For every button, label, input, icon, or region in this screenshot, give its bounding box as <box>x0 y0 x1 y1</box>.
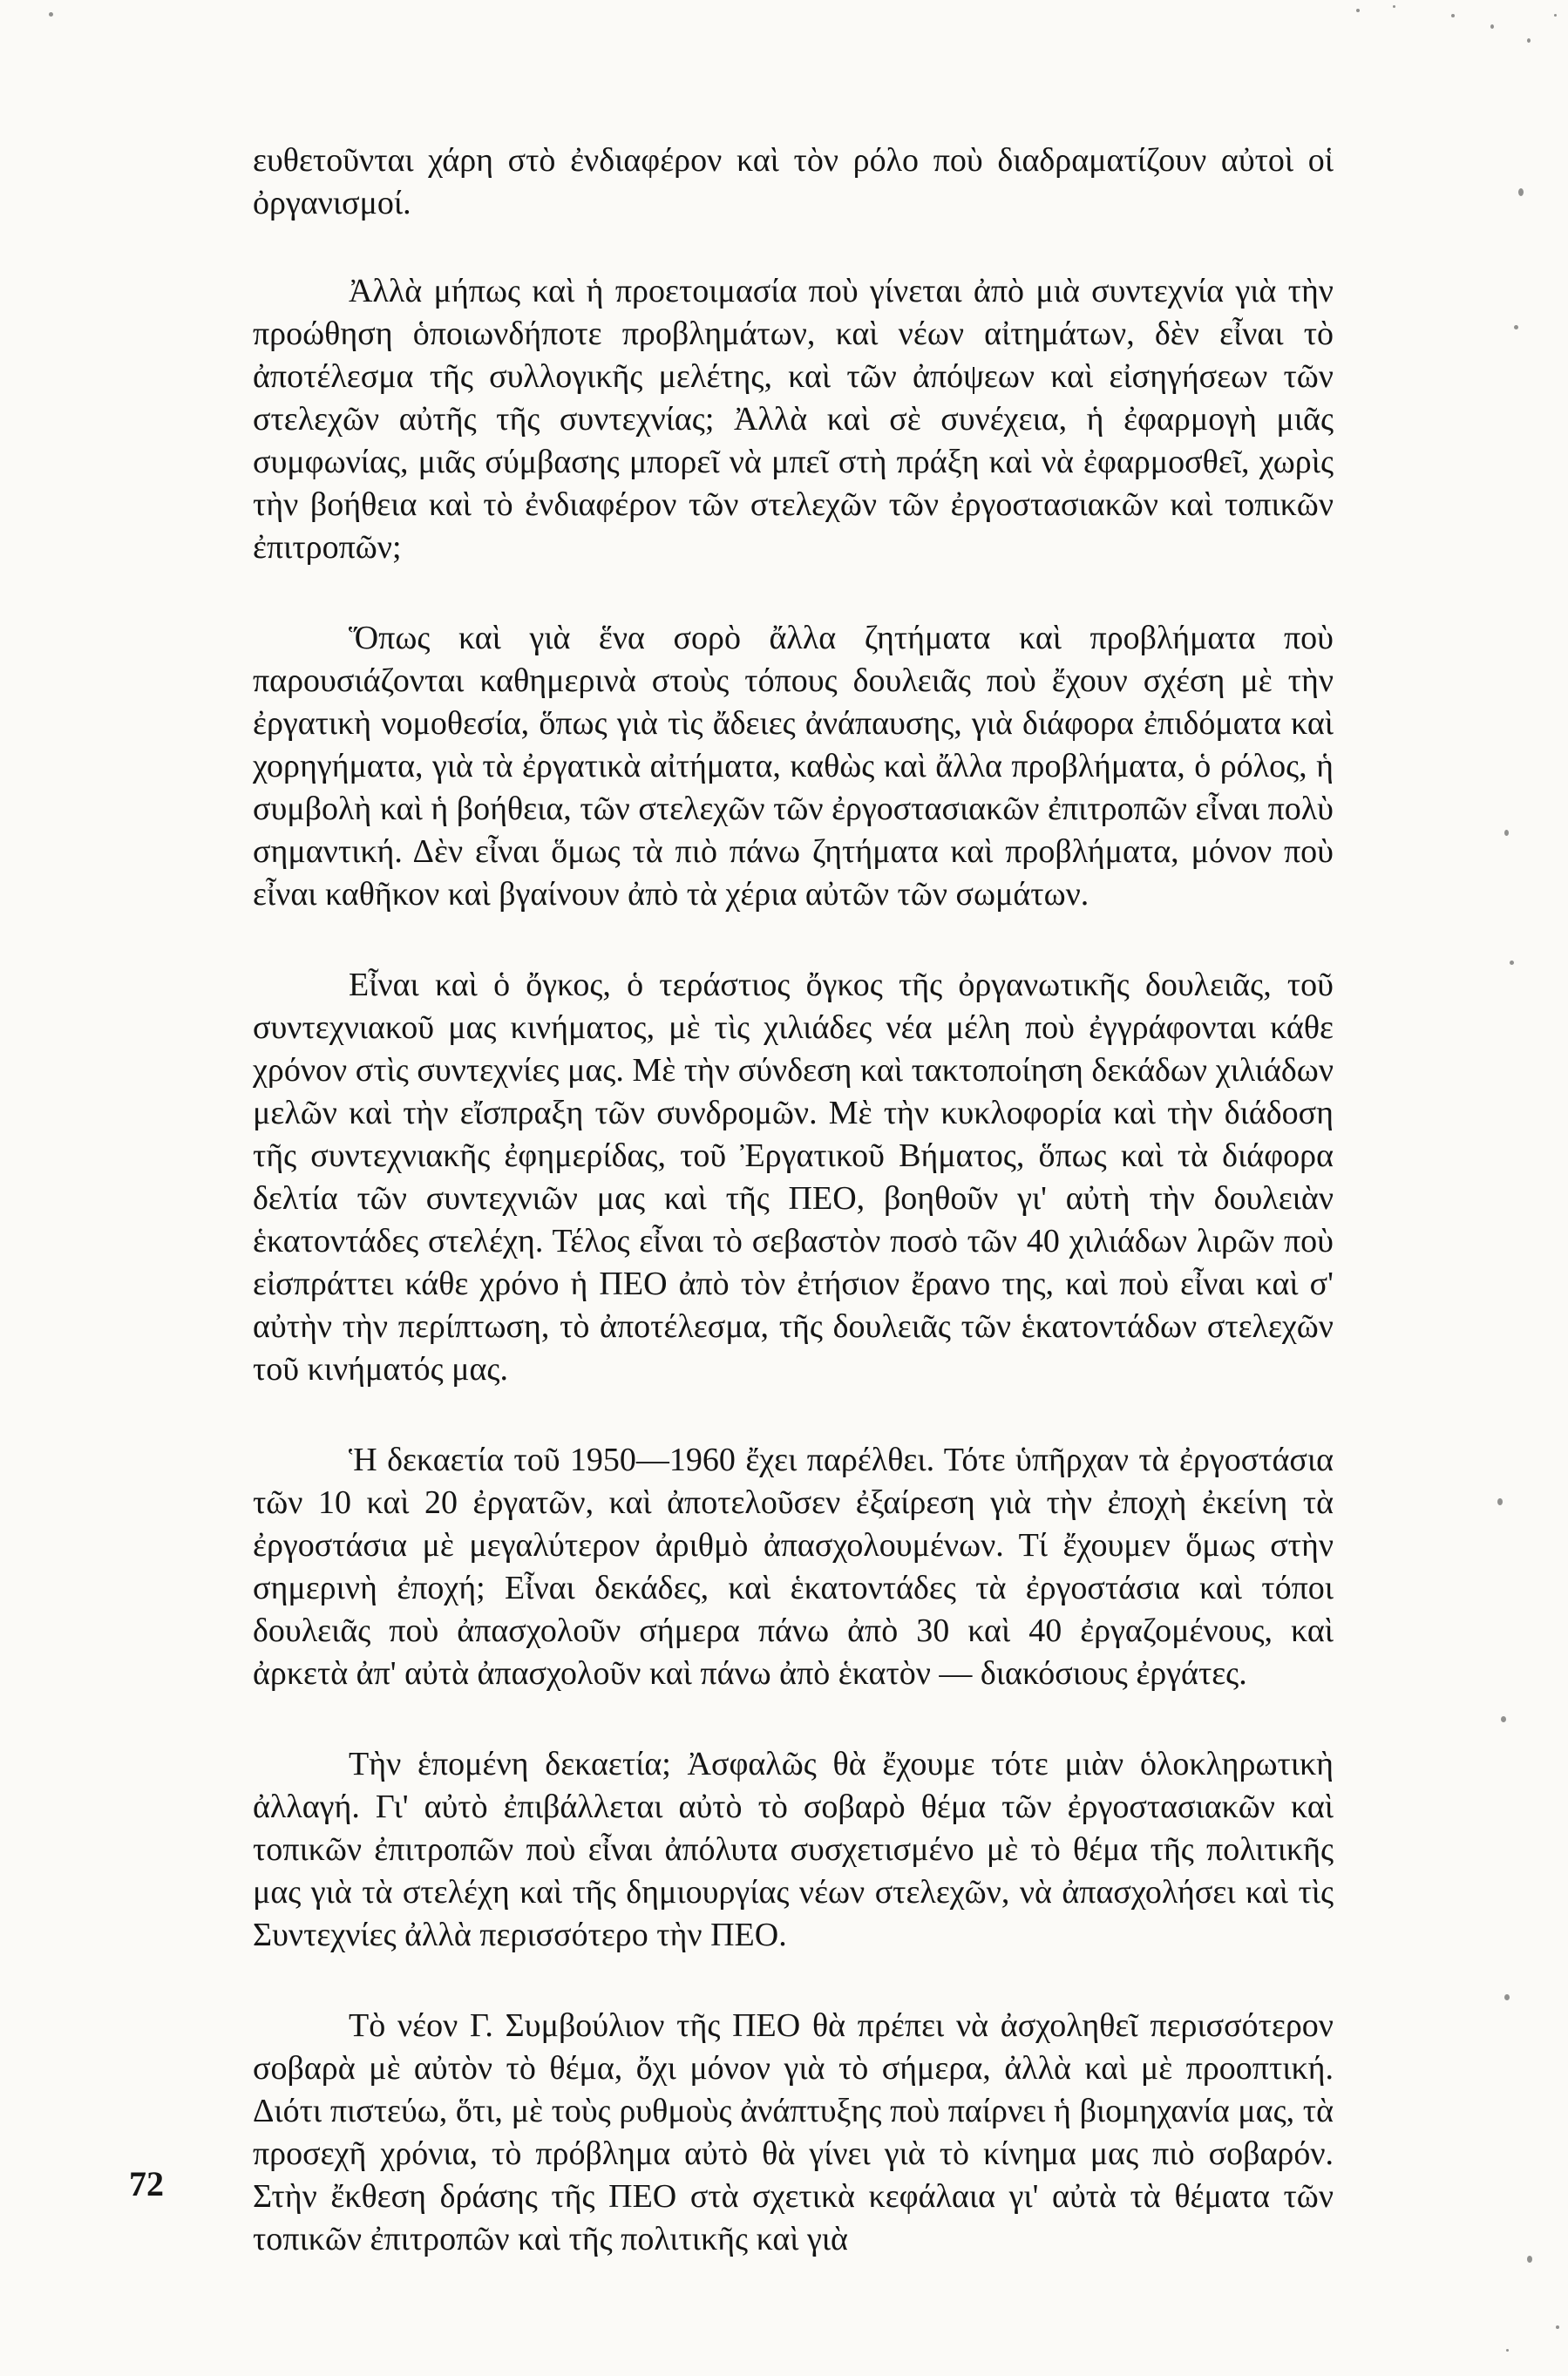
scan-speck <box>1527 2256 1532 2263</box>
paragraph-7: Τὸ νέον Γ. Συμβούλιον τῆς ΠΕΟ θὰ πρέπει νὰ ἀσχοληθεῖ περισσότερον σοβαρὰ μὲ αὐτὸν τὸ θέμα, ὄχι μόνον γιὰ τὸ σήμερα, ἀλλὰ καὶ μὲ προοπτική. Διότι πιστεύω, ὅτι, μὲ τοὺς ρυθμοὺς ἀνάπτυξης ποὺ παίρνει ἡ βιομηχανία μας, τὰ προσεχῆ χρόνια, τὸ πρόβλημα αὐτὸ θὰ γίνει γιὰ τὸ κίνημα μας πιὸ σοβαρόν. Στὴν ἔκθεση δράσης τῆς ΠΕΟ στὰ σχετικὰ κεφάλαια γι' αὐτὰ τὰ θέματα τῶν τοπικῶν ἐπιτροπῶν καὶ τῆς πολιτικῆς καὶ γιὰ <box>253 2007 1334 2257</box>
paragraph-6: Τὴν ἑπομένη δεκαετία; Ἀσφαλῶς θὰ ἔχουμε τότε μιὰν ὁλοκληρωτικὴ ἀλλαγή. Γι' αὐτὸ ἐπιβάλλεται αὐτὸ τὸ σοβαρὸ θέμα τῶν ἐργοστασιακῶν καὶ τοπικῶν ἐπιτροπῶν ποὺ εἶναι ἀπόλυτα συσχετισμένο μὲ τὸ θέμα τῆς πολιτικῆς μας γιὰ τὰ στελέχη καὶ τῆς δημιουργίας νέων στελεχῶν, νὰ ἀπασχολήσει καὶ τὶς Συντεχνίες ἀλλὰ περισσότερο τὴν ΠΕΟ. <box>253 1746 1334 1953</box>
scan-speck <box>1527 38 1531 43</box>
scan-speck <box>1554 14 1557 17</box>
scan-speck <box>1518 188 1524 196</box>
scan-speck <box>1506 2349 1509 2352</box>
paragraph-2: Ἀλλὰ μήπως καὶ ἡ προετοιμασία ποὺ γίνεται ἀπὸ μιὰ συντεχνία γιὰ τὴν προώθηση ὁποιωνδήποτε προβλημάτων, καὶ νέων αἰτημάτων, δὲν εἶναι τὸ ἀποτέλεσμα τῆς συλλογικῆς μελέτης, καὶ τῶν ἀπόψεων καὶ εἰσηγήσεων τῶν στελεχῶν αὐτῆς τῆς συντεχνίας; Ἀλλὰ καὶ σὲ συνέχεια, ἡ ἐφαρμογὴ μιᾶς συμφωνίας, μιᾶς σύμβασης μπορεῖ νὰ μπεῖ στὴ πράξη καὶ νὰ ἐφαρμοσθεῖ, χωρὶς τὴν βοήθεια καὶ τὸ ἐνδιαφέρον τῶν στελεχῶν τῶν ἐργοστασιακῶν καὶ τοπικῶν ἐπιτροπῶν; <box>253 273 1334 566</box>
paragraph-1: ευθετοῦνται χάρη στὸ ἐνδιαφέρον καὶ τὸν ρόλο ποὺ διαδραματίζουν αὐτοὶ οἱ ὀργανισμοί. <box>253 142 1334 221</box>
page-number: 72 <box>129 2164 164 2203</box>
scan-speck <box>1504 1994 1510 2000</box>
scan-speck <box>1501 1716 1506 1722</box>
scan-speck <box>1490 24 1494 29</box>
scan-speck <box>1393 5 1395 8</box>
scan-speck <box>1356 9 1360 12</box>
scan-speck <box>1556 2325 1559 2329</box>
scan-speck <box>1510 961 1514 965</box>
scan-speck <box>1514 325 1518 329</box>
page-body-text <box>253 139 1334 2309</box>
scan-speck <box>1451 14 1455 17</box>
paragraph-4: Εἶναι καὶ ὁ ὄγκος, ὁ τεράστιος ὄγκος τῆς ὀργανωτικῆς δουλειᾶς, τοῦ συντεχνιακοῦ μας κινήματος, μὲ τὶς χιλιάδες νέα μέλη ποὺ ἐγγράφονται κάθε χρόνον στὶς συντεχνίες μας. Μὲ τὴν σύνδεση καὶ τακτοποίηση δεκάδων χιλιάδων μελῶν καὶ τὴν εἴσπραξη τῶν συνδρομῶν. Μὲ τὴν κυκλοφορία καὶ τὴν διάδοση τῆς συντεχνιακῆς ἐφημερίδας, τοῦ Ἐργατικοῦ Βήματος, ὅπως καὶ τὰ διάφορα δελτία τῶν συντεχνιῶν μας καὶ τῆς ΠΕΟ, βοηθοῦν γι' αὐτὴ τὴν δουλειὰν ἑκατοντάδες στελέχη. Τέλος εἶναι τὸ σεβαστὸν ποσὸ τῶν 40 χιλιάδων λιρῶν ποὺ εἰσπράττει κάθε χρόνο ἡ ΠΕΟ ἀπὸ τὸν ἐτήσιον ἔρανο της, καὶ ποὺ εἶναι καὶ σ' αὐτὴν τὴν περίπτωση, τὸ ἀποτέλεσμα, τῆς δουλειᾶς τῶν ἑκατοντάδων στελεχῶν τοῦ κινήματός μας. <box>253 967 1334 1388</box>
scan-speck <box>1497 1498 1503 1505</box>
paragraph-3: Ὅπως καὶ γιὰ ἕνα σορὸ ἄλλα ζητήματα καὶ προβλήματα ποὺ παρουσιάζονται καθημερινὰ στοὺς τόπους δουλειᾶς ποὺ ἔχουν σχέση μὲ τὴν ἐργατικὴ νομοθεσία, ὅπως γιὰ τὶς ἄδειες ἀνάπαυσης, γιὰ διάφορα ἐπιδόματα καὶ χορηγήματα, γιὰ τὰ ἐργατικὰ αἰτήματα, καθὼς καὶ ἄλλα προβλήματα, ὁ ρόλος, ἡ συμβολὴ καὶ ἡ βοήθεια, τῶν στελεχῶν τῶν ἐργοστασιακῶν ἐπιτροπῶν εἶναι πολὺ σημαντική. Δὲν εἶναι ὅμως τὰ πιὸ πάνω ζητήματα καὶ προβλήματα, μόνον ποὺ εἶναι καθῆκον καὶ βγαίνουν ἀπὸ τὰ χέρια αὐτῶν τῶν σωμάτων. <box>253 620 1334 913</box>
scan-speck <box>1504 830 1509 836</box>
paragraph-5: Ἡ δεκαετία τοῦ 1950—1960 ἔχει παρέλθει. Τότε ὑπῆρχαν τὰ ἐργοστάσια τῶν 10 καὶ 20 ἐργατῶν, καὶ ἀποτελοῦσεν ἐξαίρεση γιὰ τὴν ἐποχὴ ἐκείνη τὰ ἐργοστάσια μὲ μεγαλύτερον ἀριθμὸ ἀπασχολουμένων. Τί ἔχουμεν ὅμως στὴν σημερινὴ ἐποχή; Εἶναι δεκάδες, καὶ ἑκατοντάδες τὰ ἐργοστάσια καὶ τόποι δουλειᾶς ποὺ ἀπασχολοῦν σήμερα πάνω ἀπὸ 30 καὶ 40 ἐργαζομένους, καὶ ἀρκετὰ ἀπ' αὐτὰ ἀπασχολοῦν καὶ πάνω ἀπὸ ἑκατὸν — διακόσιους ἐργάτες. <box>253 1442 1334 1692</box>
scan-speck <box>49 12 53 17</box>
